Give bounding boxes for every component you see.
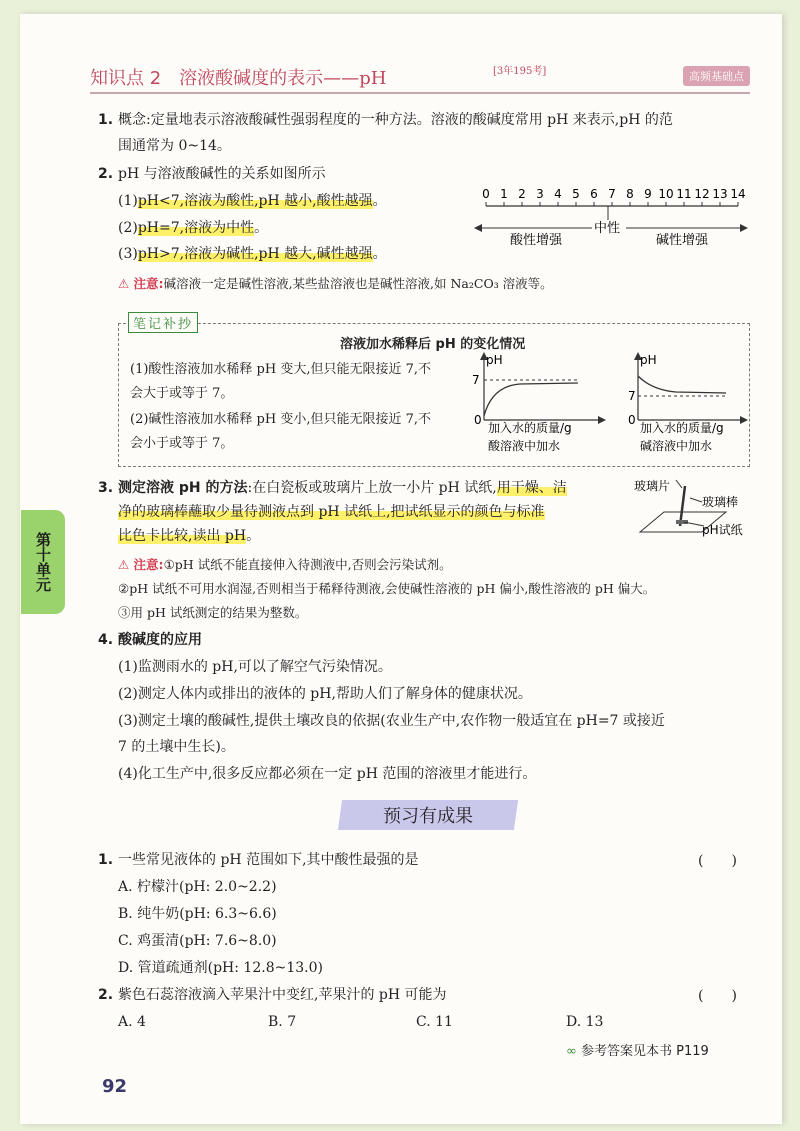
scale-tick-label: 11 — [676, 187, 692, 201]
s3-line2-highlight: 净的玻璃棒蘸取少量待测液点到 pH 试纸上,把试纸显示的颜色与标准 — [118, 504, 545, 520]
s4-title: 酸碱度的应用 — [118, 632, 202, 648]
q2-option-d[interactable]: D. 13 — [566, 1014, 604, 1030]
s3-line1-plain: :在白瓷板或玻璃片上放一小片 pH 试纸, — [247, 480, 497, 496]
practice-banner: 预习有成果 — [383, 806, 473, 827]
s2-note-label: ⚠ 注意: — [118, 276, 164, 291]
base-dilution-graph — [626, 350, 750, 460]
neutral-label: 中性 — [594, 221, 621, 236]
s2-item3-highlight: pH>7,溶液为碱性,pH 越大,碱性越强 — [137, 246, 373, 262]
s3-line3 — [118, 526, 260, 546]
q1-option-d[interactable]: D. 管道疏通剂(pH: 12.8~13.0) — [118, 960, 323, 976]
q1-stem: 一些常见液体的 pH 范围如下,其中酸性最强的是 — [118, 852, 419, 868]
s4-item2: (2)测定人体内或排出的液体的 pH,帮助人们了解身体的健康状况。 — [118, 686, 532, 702]
acid-graph-caption: 酸溶液中加水 — [488, 439, 561, 453]
s1-number: 1. — [98, 112, 114, 128]
acid-graph-x-label: 加入水的质量/g — [488, 421, 572, 435]
acid-stronger-label: 酸性增强 — [510, 233, 563, 248]
base-stronger-label: 碱性增强 — [656, 233, 709, 248]
s2-item1-prefix: (1) — [118, 193, 138, 209]
q2-answer-blank[interactable]: ( ) — [698, 988, 737, 1004]
base-graph-y-label: pH — [640, 353, 657, 367]
section-header — [90, 62, 750, 94]
section-title — [90, 64, 386, 90]
s3-note1-text: ①pH 试纸不能直接伸入待测液中,否则会污染试剂。 — [163, 557, 452, 572]
s2-item1 — [118, 191, 387, 211]
s2-title: pH 与溶液酸碱性的关系如图所示 — [118, 166, 326, 182]
scale-tick-label: 10 — [658, 187, 674, 201]
link-icon: ∞ — [566, 1044, 581, 1059]
s4-number: 4. — [98, 632, 114, 648]
s1-line1: 概念:定量地表示溶液酸碱性强弱程度的一种方法。溶液的酸碱度常用 pH 来表示,pH 的范 — [118, 112, 673, 128]
scale-tick-label: 12 — [694, 187, 710, 201]
q1-answer-blank[interactable]: ( ) — [698, 853, 737, 869]
answer-reference-text: 参考答案见本书 P119 — [580, 1044, 709, 1059]
note-box-title: 溶液加水稀释后 pH 的变化情况 — [340, 337, 526, 352]
scale-tick-label: 2 — [518, 187, 526, 201]
s4-item3: (3)测定土壤的酸碱性,提供土壤改良的依据(农业生产中,农作物一般适宜在 pH=7 或接近 — [118, 713, 665, 729]
scale-tick-label: 13 — [712, 187, 728, 201]
note-box-tag: 笔记补抄 — [128, 312, 198, 333]
exam-frequency: [3年195考] — [493, 66, 547, 77]
s2-item1-end: 。 — [372, 193, 387, 209]
s3-line1-bold: 测定溶液 pH 的方法 — [118, 480, 248, 496]
s4-item3-cont: 7 的土壤中生长)。 — [118, 739, 235, 755]
section-tag: 高频基础点 — [683, 66, 750, 86]
q2-option-c[interactable]: C. 11 — [416, 1014, 453, 1030]
s3-line1 — [118, 478, 567, 498]
s3-line1-highlight: 用干燥、洁 — [496, 480, 567, 496]
base-graph-x-label: 加入水的质量/g — [640, 421, 724, 435]
s3-number: 3. — [98, 480, 114, 496]
figure-glass-label: 玻璃片 — [634, 479, 671, 493]
acid-graph-origin: 0 — [474, 413, 482, 427]
s2-item3-end: 。 — [372, 246, 387, 262]
scale-tick-label: 14 — [730, 187, 746, 201]
scale-tick-label: 6 — [590, 187, 598, 201]
q2-number: 2. — [98, 987, 114, 1003]
s2-item2 — [118, 218, 268, 238]
scale-tick-label: 4 — [554, 187, 562, 201]
q2-option-a[interactable]: A. 4 — [118, 1014, 146, 1030]
s3-line2 — [118, 502, 545, 522]
acid-graph-y-label: pH — [486, 353, 503, 367]
figure-rod-label: 玻璃棒 — [702, 495, 739, 509]
scale-tick-label: 8 — [626, 187, 634, 201]
s2-item3 — [118, 244, 387, 264]
s2-item2-prefix: (2) — [118, 220, 138, 236]
s3-line3-highlight: 比色卡比较,读出 pH — [118, 528, 247, 544]
section-title-text: 知识点 2 溶液酸碱度的表示—— — [90, 68, 360, 89]
note-box-line2: 会大于或等于 7。 — [130, 386, 234, 401]
scale-tick-label: 5 — [572, 187, 580, 201]
s2-number: 2. — [98, 166, 114, 182]
s3-line3-end: 。 — [246, 528, 261, 544]
s2-note — [118, 274, 553, 292]
figure-paper-label: pH试纸 — [702, 523, 743, 537]
s2-item2-end: 。 — [254, 220, 269, 236]
acid-graph-seven: 7 — [472, 373, 480, 387]
q1-option-b[interactable]: B. 纯牛奶(pH: 6.3~6.6) — [118, 906, 277, 922]
page-number: 92 — [102, 1076, 128, 1097]
q2-stem: 紫色石蕊溶液滴入苹果汁中变红,苹果汁的 pH 可能为 — [118, 987, 447, 1003]
s1-line2: 围通常为 0~14。 — [118, 138, 231, 154]
base-graph-caption: 碱溶液中加水 — [640, 439, 713, 453]
s2-item1-highlight: pH<7,溶液为酸性,pH 越小,酸性越强 — [137, 193, 373, 209]
q2-option-b[interactable]: B. 7 — [268, 1014, 297, 1030]
answer-reference — [566, 1040, 709, 1059]
unit-side-tab[interactable]: 第十单元 — [21, 510, 65, 614]
s4-item1: (1)监测雨水的 pH,可以了解空气污染情况。 — [118, 659, 392, 675]
note-box-line4: 会小于或等于 7。 — [130, 436, 234, 451]
scale-tick-label: 9 — [644, 187, 652, 201]
scale-tick-label: 0 — [482, 187, 490, 201]
s3-note3: ③用 pH 试纸测定的结果为整数。 — [118, 605, 308, 620]
s4-item4: (4)化工生产中,很多反应都必须在一定 pH 范围的溶液里才能进行。 — [118, 766, 537, 782]
q1-option-a[interactable]: A. 柠檬汁(pH: 2.0~2.2) — [118, 879, 277, 895]
s2-item3-prefix: (3) — [118, 246, 138, 262]
base-graph-origin: 0 — [628, 413, 636, 427]
acid-dilution-graph — [470, 350, 610, 460]
note-box-line1: (1)酸性溶液加水稀释 pH 变大,但只能无限接近 7,不 — [130, 362, 432, 377]
section-title-ph: pH — [359, 68, 387, 89]
scale-tick-label: 1 — [500, 187, 508, 201]
base-graph-seven: 7 — [628, 389, 636, 403]
s3-note-label: ⚠ 注意: — [118, 557, 164, 572]
ph-test-figure — [630, 476, 750, 546]
s3-note2: ②pH 试纸不可用水润湿,否则相当于稀释待测液,会使碱性溶液的 pH 偏小,酸性溶液的 pH 偏大。 — [118, 581, 656, 596]
q1-number: 1. — [98, 852, 114, 868]
s3-note1 — [118, 555, 452, 573]
note-box-line3: (2)碱性溶液加水稀释 pH 变小,但只能无限接近 7,不 — [130, 412, 432, 427]
scale-tick-label: 7 — [608, 187, 616, 201]
s2-item2-highlight: pH=7,溶液为中性 — [137, 220, 255, 236]
scale-tick-label: 3 — [536, 187, 544, 201]
q1-option-c[interactable]: C. 鸡蛋清(pH: 7.6~8.0) — [118, 933, 277, 949]
ph-scale — [470, 186, 760, 250]
s2-note-text: 碱溶液一定是碱性溶液,某些盐溶液也是碱性溶液,如 Na₂CO₃ 溶液等。 — [163, 276, 553, 291]
